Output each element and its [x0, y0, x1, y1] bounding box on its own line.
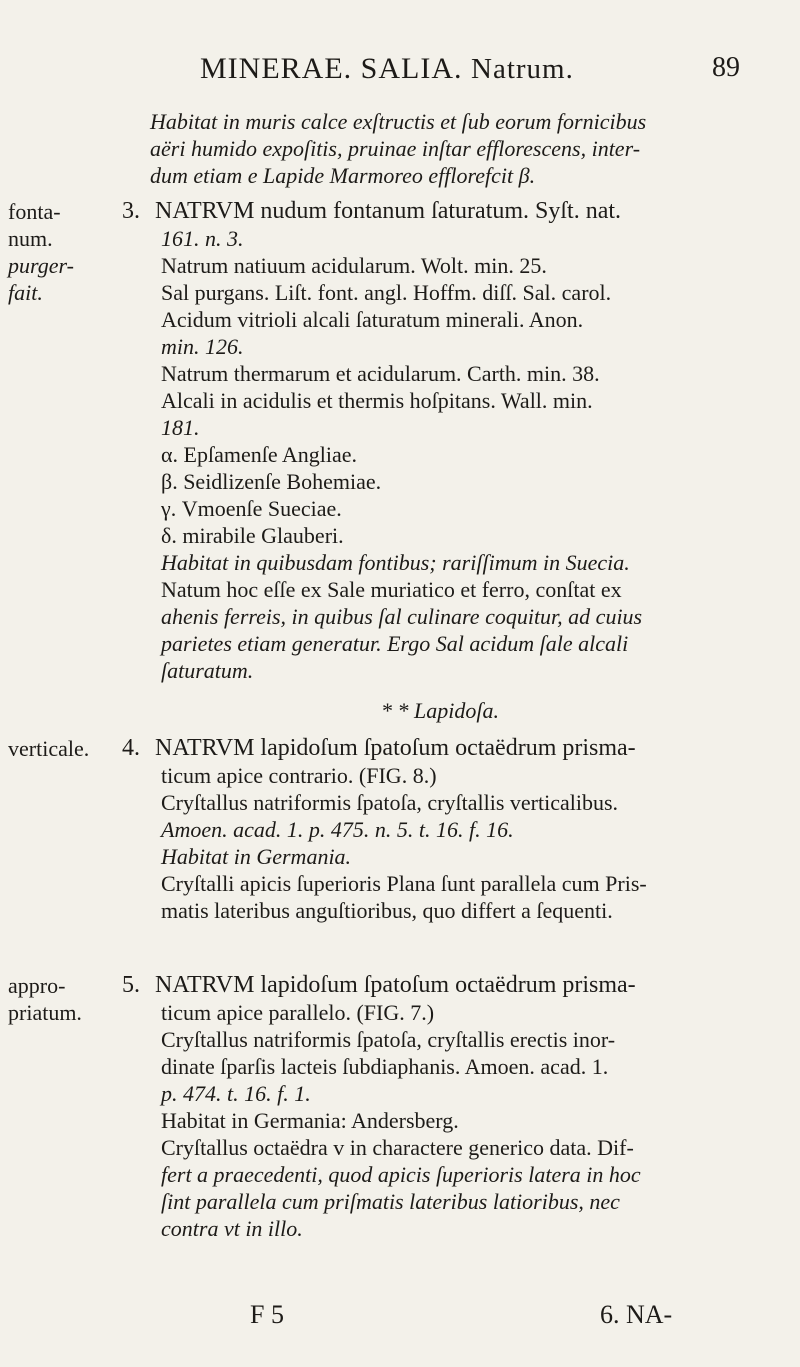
- entry-line: Acidum vitrioli alcali ſaturatum minerali. Anon.: [161, 307, 584, 332]
- entry-line: ſint parallela cum priſmatis lateribus latioribus, nec: [161, 1189, 620, 1214]
- entry-line: Cryſtallus natriformis ſpatoſa, cryſtallis verticalibus.: [161, 790, 619, 815]
- entry-line: NATRVM nudum fontanum ſaturatum. Syſt. nat.: [155, 198, 622, 224]
- entry-line: ahenis ferreis, in quibus ſal culinare coquitur, ad cuius: [161, 604, 643, 629]
- entry-line: matis lateribus anguſtioribus, quo differt a ſequenti.: [161, 898, 613, 923]
- signature-mark: F 5: [250, 1300, 284, 1329]
- entry-line: NATRVM lapidoſum ſpatoſum octaëdrum prisma-: [155, 735, 636, 761]
- entry-line: Amoen. acad. 1. p. 475. n. 5. t. 16. f. 16.: [161, 817, 514, 842]
- entry-line: 181.: [161, 415, 200, 440]
- entry-line: Sal purgans. Liſt. font. angl. Hoffm. diſſ. Sal. carol.: [161, 280, 612, 305]
- entry-line: α. Epſamenſe Angliae.: [161, 442, 358, 467]
- margin-line: priatum.: [8, 1000, 82, 1025]
- entry-line: Habitat in Germania: Andersberg.: [161, 1108, 459, 1133]
- entry-line: dinate ſparſis lacteis ſubdiaphanis. Amoen. acad. 1.: [161, 1054, 609, 1079]
- page-number: 89: [712, 52, 740, 83]
- entry-line: Habitat in Germania.: [161, 844, 352, 869]
- intro-line: aëri humido expoſitis, pruinae inſtar efflorescens, inter-: [150, 136, 641, 161]
- entry-3: [155, 198, 785, 684]
- intro-line: Habitat in muris calce exſtructis et ſub eorum fornicibus: [150, 109, 647, 134]
- margin-line: fait.: [8, 280, 43, 305]
- entry-line: Habitat in quibusdam fontibus; rariſſimum in Suecia.: [161, 550, 630, 575]
- entry-line: Cryſtalli apicis ſuperioris Plana ſunt parallela cum Pris-: [161, 871, 647, 896]
- entry-5: [155, 972, 785, 1242]
- entry-line: Natrum natiuum acidularum. Wolt. min. 25.: [161, 253, 547, 278]
- intro-paragraph: [150, 108, 780, 189]
- running-header: [200, 52, 740, 92]
- entry-line: 161. n. 3.: [161, 226, 244, 251]
- entry-line: ticum apice contrario. (FIG. 8.): [161, 763, 437, 788]
- entry-4: [155, 735, 785, 924]
- entry-line: δ. mirabile Glauberi.: [161, 523, 344, 548]
- entry-line: min. 126.: [161, 334, 244, 359]
- entry-line: fert a praecedenti, quod apicis ſuperioris latera in hoc: [161, 1162, 641, 1187]
- entry-line: γ. Vmoenſe Sueciae.: [161, 496, 342, 521]
- entry-line: contra vt in illo.: [161, 1216, 303, 1241]
- entry-line: p. 474. t. 16. f. 1.: [161, 1081, 311, 1106]
- margin-line: fonta-: [8, 199, 61, 224]
- running-title: [200, 52, 574, 86]
- entry-line: β. Seidlizenſe Bohemiae.: [161, 469, 382, 494]
- entry-line: NATRVM lapidoſum ſpatoſum octaëdrum prisma-: [155, 972, 636, 998]
- entry-line: Natrum thermarum et acidularum. Carth. min. 38.: [161, 361, 600, 386]
- entry-line: ſaturatum.: [161, 658, 254, 683]
- entry-number: 4.: [122, 735, 140, 761]
- header-title: MINERAE. SALIA.: [200, 52, 463, 85]
- catchword: 6. NA-: [600, 1300, 673, 1329]
- margin-note-5: [8, 972, 98, 1026]
- margin-line: verticale.: [8, 736, 90, 761]
- margin-note-3: [8, 198, 98, 306]
- entry-line: ticum apice parallelo. (FIG. 7.): [161, 1000, 435, 1025]
- margin-note-4: [8, 735, 98, 762]
- entry-line: Alcali in acidulis et thermis hoſpitans. Wall. min.: [161, 388, 593, 413]
- margin-line: purger-: [8, 253, 74, 278]
- entry-line: Natum hoc eſſe ex Sale muriatico et ferro, conſtat ex: [161, 577, 622, 602]
- margin-line: num.: [8, 226, 53, 251]
- entry-number: 3.: [122, 198, 140, 224]
- entry-line: parietes etiam generatur. Ergo Sal acidum ſale alcali: [161, 631, 629, 656]
- intro-line: dum etiam e Lapide Marmoreo efflorefcit β.: [150, 163, 536, 188]
- header-subtitle: Natrum.: [471, 53, 574, 85]
- entry-line: Cryſtallus octaëdra v in charactere generico data. Dif-: [161, 1135, 634, 1160]
- margin-line: appro-: [8, 973, 66, 998]
- entry-number: 5.: [122, 972, 140, 998]
- section-heading: * * Lapidoſa.: [381, 698, 499, 723]
- entry-line: Cryſtallus natriformis ſpatoſa, cryſtallis erectis inor-: [161, 1027, 616, 1052]
